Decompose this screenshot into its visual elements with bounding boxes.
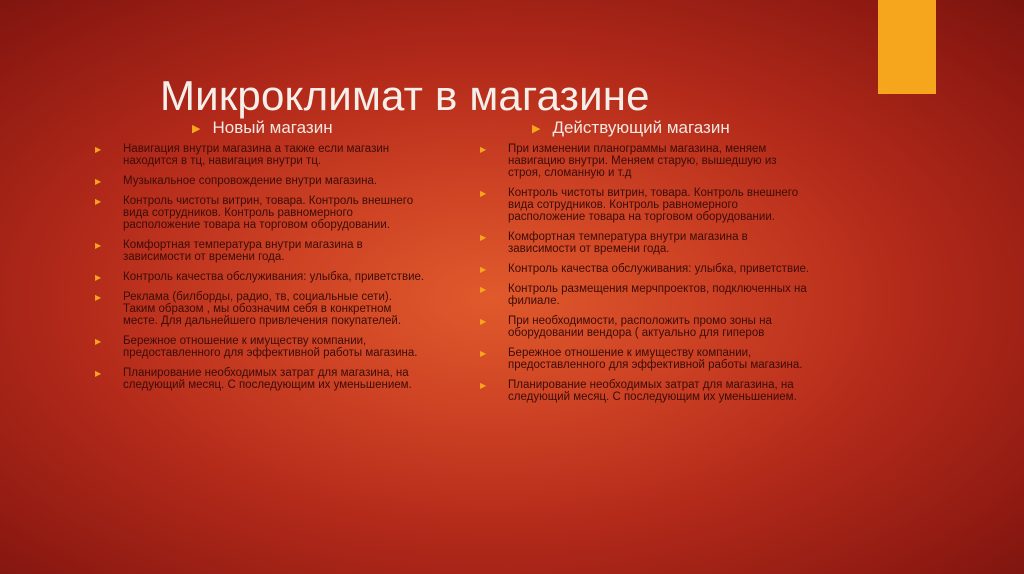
list-item: [480, 379, 810, 403]
list-item-text: Комфортная температура внутри магазина в зависимости от времени года.: [508, 231, 748, 255]
list-item-text: При изменении планограммы магазина, меняем навигацию внутри. Меняем старую, вышедшую из строя, сломанную и т.д: [508, 143, 777, 179]
column-heading-existing-store: [532, 118, 730, 138]
list-item-text: Контроль чистоты витрин, товара. Контроль внешнего вида сотрудников. Контроль равномерного расположение товара на торговом оборудовании.: [123, 195, 414, 231]
arrow-bullet-icon: ▶: [95, 293, 102, 302]
bullet-list-new-store: [95, 143, 425, 399]
accent-bar: [878, 0, 936, 94]
arrow-bullet-icon: ▶: [480, 381, 487, 390]
arrow-bullet-icon: ▶: [192, 122, 201, 135]
list-item-text: При необходимости, расположить промо зоны на оборудовании вендора ( актуально для гиперов: [508, 315, 772, 339]
arrow-bullet-icon: ▶: [95, 337, 102, 346]
arrow-bullet-icon: ▶: [480, 349, 487, 358]
arrow-bullet-icon: ▶: [480, 189, 487, 198]
column-heading-new-store: [192, 118, 333, 138]
list-item-text: Контроль качества обслуживания: улыбка, приветствие.: [508, 263, 810, 275]
arrow-bullet-icon: ▶: [95, 197, 102, 206]
list-item: [95, 175, 425, 187]
list-item: [95, 271, 425, 283]
arrow-bullet-icon: ▶: [480, 233, 487, 242]
list-item: [480, 231, 810, 255]
arrow-bullet-icon: ▶: [95, 273, 102, 282]
list-item-text: Музыкальное сопровождение внутри магазина.: [123, 175, 378, 187]
column-heading-label: Действующий магазин: [552, 118, 730, 137]
list-item-text: Бережное отношение к имуществу компании, предоставленного для эффективной работы магазина.: [123, 335, 418, 359]
list-item-text: Реклама (билборды, радио, тв, социальные сети). Таким образом , мы обозначим себя в конкретном месте. Для дальнейшего привлечения покупателей.: [123, 291, 402, 327]
arrow-bullet-icon: ▶: [480, 145, 487, 154]
arrow-bullet-icon: ▶: [95, 241, 102, 250]
list-item: [480, 315, 810, 339]
list-item-text: Навигация внутри магазина а также если магазин находится в тц, навигация внутри тц.: [123, 143, 390, 167]
list-item: [95, 195, 425, 231]
list-item: [95, 143, 425, 167]
list-item: [95, 291, 425, 327]
list-item-text: Контроль качества обслуживания: улыбка, приветствие.: [123, 271, 425, 283]
arrow-bullet-icon: ▶: [95, 369, 102, 378]
arrow-bullet-icon: ▶: [480, 317, 487, 326]
list-item: [480, 143, 810, 179]
list-item-text: Комфортная температура внутри магазина в зависимости от времени года.: [123, 239, 363, 263]
list-item: [480, 347, 810, 371]
bullet-list-existing-store: [480, 143, 810, 411]
arrow-bullet-icon: ▶: [532, 122, 541, 135]
column-heading-label: Новый магазин: [212, 118, 333, 137]
list-item-text: Планирование необходимых затрат для магазина, на следующий месяц. С последующим их уменьшением.: [123, 367, 412, 391]
list-item-text: Бережное отношение к имуществу компании, предоставленного для эффективной работы магазина.: [508, 347, 803, 371]
arrow-bullet-icon: ▶: [95, 145, 102, 154]
list-item: [95, 335, 425, 359]
list-item-text: Контроль размещения мерчпроектов, подключенных на филиале.: [508, 283, 807, 307]
list-item: [95, 239, 425, 263]
arrow-bullet-icon: ▶: [95, 177, 102, 186]
list-item-text: Планирование необходимых затрат для магазина, на следующий месяц. С последующим их уменьшением.: [508, 379, 797, 403]
list-item: [95, 367, 425, 391]
list-item-text: Контроль чистоты витрин, товара. Контроль внешнего вида сотрудников. Контроль равномерного расположение товара на торговом оборудовании.: [508, 187, 799, 223]
arrow-bullet-icon: ▶: [480, 285, 487, 294]
arrow-bullet-icon: ▶: [480, 265, 487, 274]
list-item: [480, 263, 810, 275]
list-item: [480, 187, 810, 223]
list-item: [480, 283, 810, 307]
slide-title: Микроклимат в магазине: [160, 72, 650, 120]
